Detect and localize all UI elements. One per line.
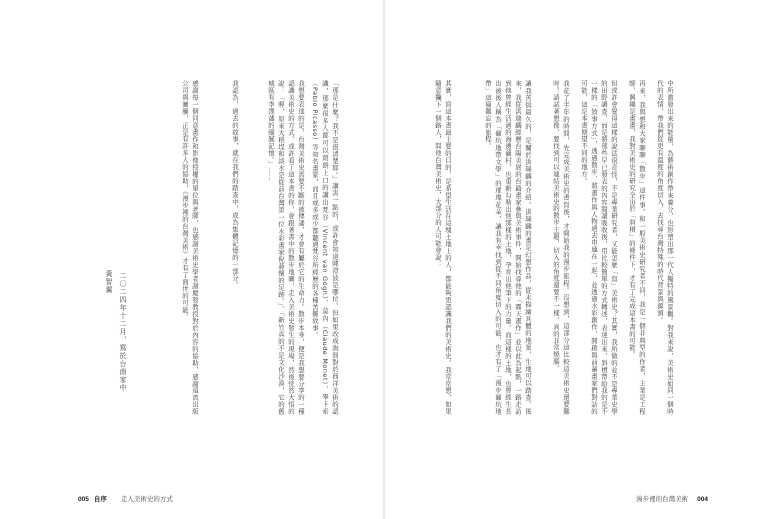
page-number: 004 (697, 496, 708, 503)
page-number: 005 (78, 496, 89, 503)
running-title: 漫步裡的台灣美術 (636, 496, 689, 503)
paragraph: 其實，寫這本書最主要的目的，是希望生活在這塊土地上的人，都能夠更認識我們的美術史。我常常想，如果隨意攔下一個路人，問他台灣美術史，大部分的人可能會說： (434, 80, 452, 415)
paragraph: 我認為，過去的故事，就在我們的踏查中，成為集體記憶的一部分。 (231, 80, 239, 289)
footer-right (636, 494, 708, 503)
signature-name: 黃智翼 (105, 270, 113, 294)
section-name: 自序 (93, 496, 107, 503)
paragraph: 「那是什麼？我不是很清楚耶。」講害一點的，或許會知道陳澄波是哪位。但如果改成詢問對於西洋美術的認識，那麼很多人都可以朗朗上口的講出梵谷（Vincent van Gogh）、莫內（Claude Monet）、畢卡索（Pablo Picasso）等知名畫家，而且或多或少都聽過梵谷所經歷的各種苦難故事。 (311, 80, 339, 415)
paragraph: 我想要表達的是，台灣美術史需要不斷的被傳誦，才會有屬於它的生命力。散步本身，便是我想要分享的一種認識美術史的方式。或許看了這本書的你，會跟著書中的散步地圖，走入美術史發生的現場，然後恍然大悟的說：「喔，原來大稻埕和淡水是從前台灣第一位水彩畫家倪蔣懷的足跡。」、「新竹真的不是文化沙漠，它的舊城區有李澤藩的細膩記憶。」…… (267, 80, 305, 415)
paragraph: 中所激發出來的能量，為藝術創作帶來養分，也形塑出那一代人獨特的風景觀。對我來說，美術史如同一個時代的表情，帶我們從更有溫度的角度切入，去找尋台灣特殊的時代背景與源頭。 (656, 80, 674, 415)
paragraph: 讓我苦惱最久的，是關於洪瑞麟的介紹。洪瑞麟的畫是幻想作品，從未描繪具體的地景，生地可以踏查。後來，我從洪瑞麟經歷台陽美展的台籍畫家參與美術事件，開始找尋他的「霧天畫作」並以此為起點，一路走訪到他曾經生活過的海邊礦村，也重新勾勒出他那樣的土地，孕育出他筆下的力量。而這樣的土地，也曾經生長出被後人稱為「礦坑地帶文學」的璀璨花朵，讓我有幸找到從不同角度切入的可能，也才有了「漫步礦坑地帶」這篇難忘的旅程。 (484, 80, 532, 415)
signature-date: 二〇二四年十二月，寫於台南家中 (119, 272, 127, 392)
paragraph: 感謝每一個同意畫作和影像授權的單位與老師，也感謝美術史學者謝慶發教授對於內容的協助，感謝遠流出版公司與圖騰，正是有許多人的協助，《漫步裡的台灣美術》才有了面世的可能。 (181, 80, 199, 415)
paragraph: 但或許會覺得這樣的說法很奇怪，不是專業研究者，又能怎麼「寫」美術史？其實，我所做的並不是專業史學的田野調查，而是將那些早已發表的內容閱讀吸收後，用比較簡單的方式轉述，表達出來，斜槓帶給我的是不一樣的「敘事方式」，透過散步、將畫作與人物過去串連在一起，並透過水彩創作，開啟與前輩畫家們對話的可能，這是本書期望不同的地方。 (580, 80, 618, 415)
paragraph: 再來，我與想和大家聊聊「散步」這件事。和一般美術史研究者不同，我是一個非典型的作者，主業是工程師，興趣是畫畫，我對美術史的研究全出於「斜槓」的條件下，才有了完成這本書的可能。 (628, 80, 646, 415)
page-gutter (383, 0, 385, 519)
footer-left (78, 494, 173, 503)
running-title: 走入美術史的方式 (120, 496, 173, 503)
paragraph: 我花了半年的時間，先完成美術史的書寫後，才開始我的漫步旅程。沒想到，這部分這比較這美術史還要難呀！請試著想像，要找到可以連結美術史的散步主題，切入的角度還要不一樣，真的非常燒腦。 (552, 80, 570, 415)
